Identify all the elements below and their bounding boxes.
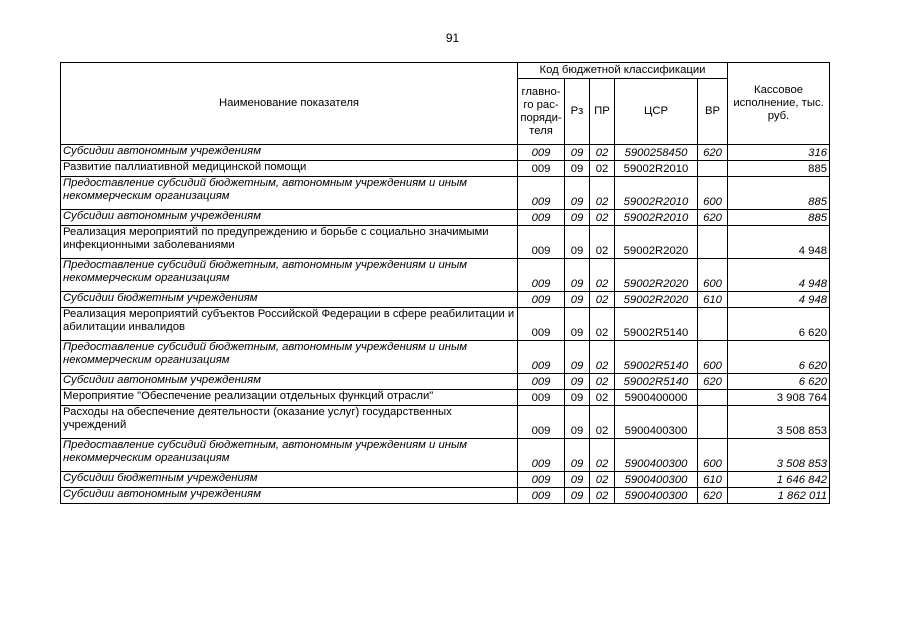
cell-rz: 09 <box>565 292 590 308</box>
cell-admin: 009 <box>518 145 565 161</box>
cell-amount: 4 948 <box>728 259 830 292</box>
cell-rz: 09 <box>565 161 590 177</box>
header-rz: Рз <box>565 79 590 145</box>
cell-name: Мероприятие "Обеспечение реализации отдельных функций отрасли" <box>61 390 518 406</box>
cell-amount: 6 620 <box>728 374 830 390</box>
table-row <box>61 390 830 406</box>
header-pr: ПР <box>590 79 615 145</box>
cell-rz: 09 <box>565 341 590 374</box>
table-row <box>61 259 830 292</box>
cell-rz: 09 <box>565 210 590 226</box>
cell-amount: 885 <box>728 177 830 210</box>
cell-admin: 009 <box>518 488 565 504</box>
cell-admin: 009 <box>518 292 565 308</box>
cell-vr: 620 <box>698 488 728 504</box>
cell-vr <box>698 161 728 177</box>
cell-vr <box>698 226 728 259</box>
cell-csr: 59002R2020 <box>615 292 698 308</box>
cell-name: Предоставление субсидий бюджетным, автономным учреждениям и иным некоммерческим организациям <box>61 439 518 472</box>
cell-amount: 1 862 011 <box>728 488 830 504</box>
table-row <box>61 177 830 210</box>
cell-admin: 009 <box>518 341 565 374</box>
cell-vr <box>698 406 728 439</box>
table-row <box>61 472 830 488</box>
cell-vr: 600 <box>698 177 728 210</box>
cell-admin: 009 <box>518 177 565 210</box>
cell-name: Развитие паллиативной медицинской помощи <box>61 161 518 177</box>
cell-name: Реализация мероприятий субъектов Российской Федерации в сфере реабилитации и абилитации инвалидов <box>61 308 518 341</box>
cell-vr: 620 <box>698 145 728 161</box>
cell-amount: 4 948 <box>728 226 830 259</box>
cell-admin: 009 <box>518 439 565 472</box>
cell-amount: 3 508 853 <box>728 406 830 439</box>
header-csr: ЦСР <box>615 79 698 145</box>
budget-table <box>60 62 830 504</box>
cell-csr: 5900400300 <box>615 406 698 439</box>
cell-csr: 59002R2020 <box>615 259 698 292</box>
cell-rz: 09 <box>565 145 590 161</box>
header-admin: главно-го рас-поряди-теля <box>518 79 565 145</box>
table-row <box>61 439 830 472</box>
cell-pr: 02 <box>590 177 615 210</box>
cell-csr: 59002R5140 <box>615 374 698 390</box>
cell-admin: 009 <box>518 226 565 259</box>
cell-csr: 59002R2010 <box>615 161 698 177</box>
cell-csr: 59002R2020 <box>615 226 698 259</box>
cell-name: Субсидии автономным учреждениям <box>61 145 518 161</box>
cell-csr: 59002R2010 <box>615 177 698 210</box>
cell-admin: 009 <box>518 390 565 406</box>
cell-csr: 5900400300 <box>615 488 698 504</box>
cell-amount: 3 908 764 <box>728 390 830 406</box>
table-row <box>61 341 830 374</box>
cell-pr: 02 <box>590 210 615 226</box>
cell-csr: 59002R5140 <box>615 308 698 341</box>
table-row <box>61 374 830 390</box>
cell-amount: 885 <box>728 161 830 177</box>
cell-rz: 09 <box>565 259 590 292</box>
cell-amount: 6 620 <box>728 341 830 374</box>
cell-vr: 620 <box>698 210 728 226</box>
table-row <box>61 308 830 341</box>
cell-name: Субсидии бюджетным учреждениям <box>61 292 518 308</box>
cell-csr: 5900400300 <box>615 472 698 488</box>
header-amount: Кассовое исполнение, тыс. руб. <box>728 63 830 145</box>
cell-pr: 02 <box>590 472 615 488</box>
cell-rz: 09 <box>565 226 590 259</box>
cell-name: Субсидии бюджетным учреждениям <box>61 472 518 488</box>
cell-vr: 600 <box>698 259 728 292</box>
cell-rz: 09 <box>565 390 590 406</box>
cell-rz: 09 <box>565 177 590 210</box>
cell-amount: 6 620 <box>728 308 830 341</box>
header-vr: ВР <box>698 79 728 145</box>
cell-pr: 02 <box>590 259 615 292</box>
cell-pr: 02 <box>590 390 615 406</box>
table-row <box>61 161 830 177</box>
cell-name: Субсидии автономным учреждениям <box>61 488 518 504</box>
cell-vr <box>698 390 728 406</box>
cell-name: Предоставление субсидий бюджетным, автономным учреждениям и иным некоммерческим организациям <box>61 259 518 292</box>
table-body <box>61 145 830 504</box>
header-budget-code: Код бюджетной классификации <box>518 63 728 79</box>
cell-pr: 02 <box>590 145 615 161</box>
cell-vr <box>698 308 728 341</box>
cell-csr: 59002R2010 <box>615 210 698 226</box>
table-row <box>61 226 830 259</box>
cell-pr: 02 <box>590 341 615 374</box>
cell-csr: 5900258450 <box>615 145 698 161</box>
cell-name: Предоставление субсидий бюджетным, автономным учреждениям и иным некоммерческим организациям <box>61 341 518 374</box>
cell-pr: 02 <box>590 226 615 259</box>
cell-pr: 02 <box>590 161 615 177</box>
cell-admin: 009 <box>518 210 565 226</box>
cell-rz: 09 <box>565 472 590 488</box>
cell-pr: 02 <box>590 292 615 308</box>
cell-name: Субсидии автономным учреждениям <box>61 210 518 226</box>
table-header <box>61 63 830 145</box>
cell-vr: 610 <box>698 292 728 308</box>
cell-amount: 316 <box>728 145 830 161</box>
cell-amount: 3 508 853 <box>728 439 830 472</box>
cell-pr: 02 <box>590 406 615 439</box>
table-row <box>61 292 830 308</box>
cell-name: Реализация мероприятий по предупреждению и борьбе с социально значимыми инфекционными заболеваниями <box>61 226 518 259</box>
table-row <box>61 210 830 226</box>
cell-pr: 02 <box>590 374 615 390</box>
cell-pr: 02 <box>590 439 615 472</box>
cell-vr: 620 <box>698 374 728 390</box>
cell-amount: 4 948 <box>728 292 830 308</box>
header-name: Наименование показателя <box>61 63 518 145</box>
cell-name: Субсидии автономным учреждениям <box>61 374 518 390</box>
page-number: 91 <box>445 31 460 45</box>
cell-admin: 009 <box>518 406 565 439</box>
cell-rz: 09 <box>565 308 590 341</box>
cell-vr: 600 <box>698 341 728 374</box>
table-row <box>61 406 830 439</box>
cell-csr: 5900400000 <box>615 390 698 406</box>
cell-amount: 1 646 842 <box>728 472 830 488</box>
cell-name: Расходы на обеспечение деятельности (оказание услуг) государственных учреждений <box>61 406 518 439</box>
cell-admin: 009 <box>518 308 565 341</box>
cell-admin: 009 <box>518 374 565 390</box>
table-row <box>61 488 830 504</box>
cell-admin: 009 <box>518 472 565 488</box>
cell-pr: 02 <box>590 488 615 504</box>
cell-vr: 600 <box>698 439 728 472</box>
cell-rz: 09 <box>565 374 590 390</box>
table-row <box>61 145 830 161</box>
cell-csr: 5900400300 <box>615 439 698 472</box>
cell-rz: 09 <box>565 439 590 472</box>
cell-pr: 02 <box>590 308 615 341</box>
cell-rz: 09 <box>565 406 590 439</box>
cell-amount: 885 <box>728 210 830 226</box>
cell-admin: 009 <box>518 259 565 292</box>
cell-vr: 610 <box>698 472 728 488</box>
cell-admin: 009 <box>518 161 565 177</box>
cell-name: Предоставление субсидий бюджетным, автономным учреждениям и иным некоммерческим организациям <box>61 177 518 210</box>
cell-rz: 09 <box>565 488 590 504</box>
cell-csr: 59002R5140 <box>615 341 698 374</box>
